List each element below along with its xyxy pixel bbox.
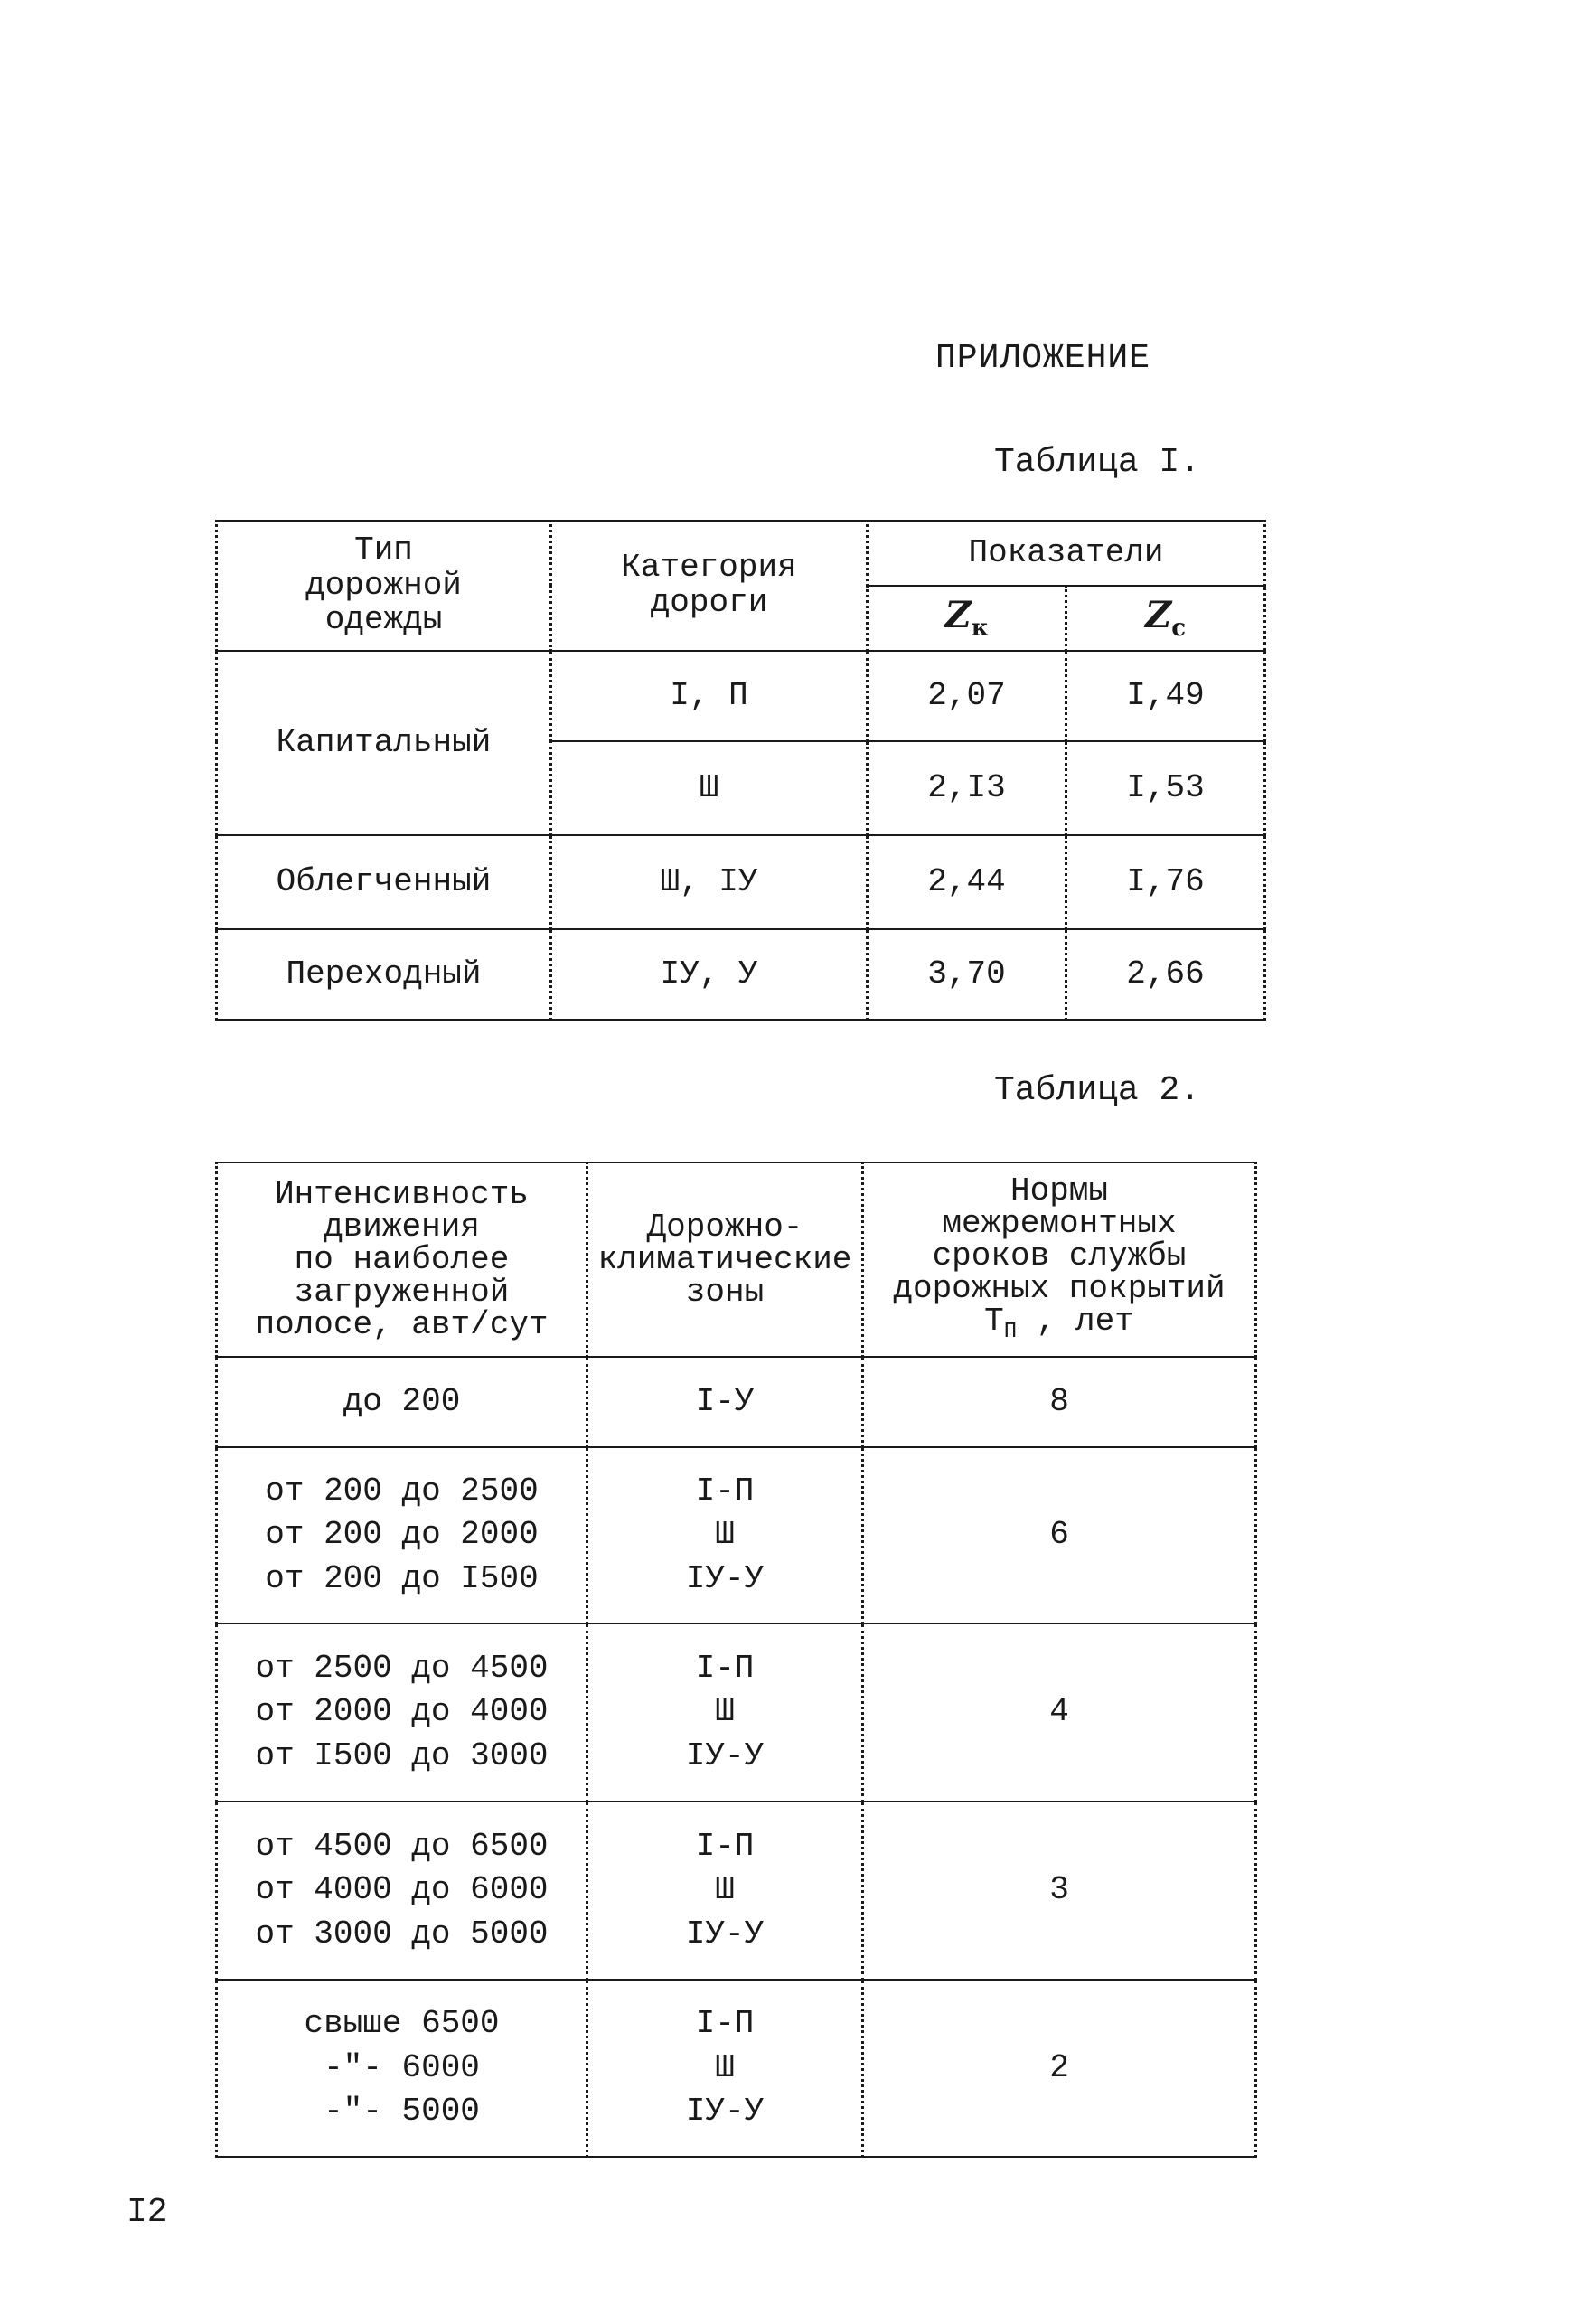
table2-caption: Таблица 2. <box>994 1071 1201 1110</box>
header-zc: $Z_с$ <box>1066 586 1265 651</box>
table-row <box>217 1357 1256 1447</box>
table1-caption: Таблица I. <box>994 443 1201 482</box>
cell-type: Капитальный <box>217 651 551 835</box>
cell-norm: 8 <box>863 1357 1256 1447</box>
appendix-heading: ПРИЛОЖЕНИЕ <box>935 339 1151 378</box>
cell-zones: I-У <box>587 1357 863 1447</box>
cell-category: Ш <box>551 741 868 835</box>
cell-zc: I,76 <box>1066 835 1265 929</box>
cell-zones: I-П Ш IУ-У <box>587 1980 863 2157</box>
table2 <box>215 1162 1257 2158</box>
cell-category: I, П <box>551 651 868 741</box>
table-row <box>217 1802 1256 1980</box>
table-row <box>217 1623 1256 1802</box>
table-row <box>217 1447 1256 1623</box>
cell-norm: 2 <box>863 1980 1256 2157</box>
cell-category: IУ, У <box>551 929 868 1020</box>
cell-norm: 4 <box>863 1623 1256 1802</box>
table-row <box>217 1980 1256 2157</box>
cell-type: Переходный <box>217 929 551 1020</box>
cell-intensity: до 200 <box>217 1357 587 1447</box>
table-row <box>217 929 1265 1020</box>
cell-intensity: свыше 6500 -"- 6000 -"- 5000 <box>217 1980 587 2157</box>
cell-norm: 6 <box>863 1447 1256 1623</box>
cell-intensity: от 4500 до 6500 от 4000 до 6000 от 3000 до 5000 <box>217 1802 587 1980</box>
cell-zc: I,49 <box>1066 651 1265 741</box>
header-road-category: Категория дороги <box>551 521 868 651</box>
header-intensity: Интенсивность движения по наиболее загруженной полосе, авт/сут <box>217 1162 587 1357</box>
header-service-norms: Нормы межремонтных сроков службы дорожных покрытий $Т_П$ , лет <box>863 1162 1256 1357</box>
table1 <box>215 520 1266 1021</box>
cell-zk: 2,07 <box>868 651 1066 741</box>
header-pavement-type: Тип дорожной одежды <box>217 521 551 651</box>
header-indicators: Показатели <box>868 521 1265 586</box>
cell-zones: I-П Ш IУ-У <box>587 1623 863 1802</box>
cell-zc: I,53 <box>1066 741 1265 835</box>
cell-zk: 2,44 <box>868 835 1066 929</box>
cell-zones: I-П Ш IУ-У <box>587 1447 863 1623</box>
cell-type: Облегченный <box>217 835 551 929</box>
cell-zk: 3,70 <box>868 929 1066 1020</box>
table-row <box>217 651 1265 741</box>
cell-intensity: от 2500 до 4500 от 2000 до 4000 от I500 до 3000 <box>217 1623 587 1802</box>
header-zk: $Z_к$ <box>868 586 1066 651</box>
page-number: I2 <box>127 2193 168 2232</box>
table-row <box>217 835 1265 929</box>
cell-category: Ш, IУ <box>551 835 868 929</box>
cell-zc: 2,66 <box>1066 929 1265 1020</box>
cell-intensity: от 200 до 2500 от 200 до 2000 от 200 до I500 <box>217 1447 587 1623</box>
cell-zk: 2,I3 <box>868 741 1066 835</box>
header-climatic-zones: Дорожно- климатические зоны <box>587 1162 863 1357</box>
cell-norm: 3 <box>863 1802 1256 1980</box>
cell-zones: I-П Ш IУ-У <box>587 1802 863 1980</box>
